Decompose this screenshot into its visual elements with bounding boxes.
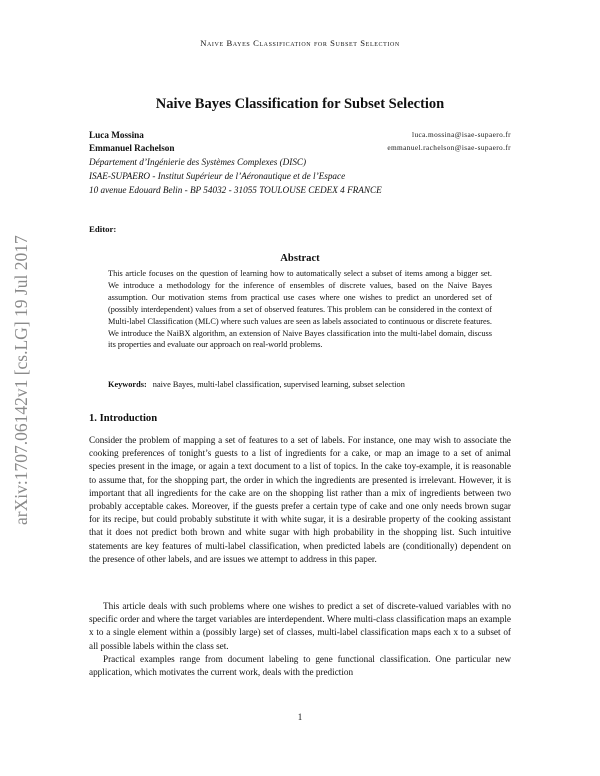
author-name: Luca Mossina [89, 130, 144, 140]
keywords [108, 380, 492, 389]
keywords-text: naive Bayes, multi-label classification, supervised learning, subset selection [152, 380, 405, 389]
author-email[interactable]: luca.mossina@isae-supaero.fr [412, 130, 511, 139]
author-row [89, 143, 511, 153]
paper-title: Naive Bayes Classification for Subset Selection [155, 96, 445, 112]
author-email[interactable]: emmanuel.rachelson@isae-supaero.fr [387, 143, 511, 152]
body-paragraph: Consider the problem of mapping a set of features to a set of labels. For instance, one may wish to associate the cooking preferences of tonight’s guests to a list of ingredients for a cake, or map an image to a set of animal species present in the image, or again a text document to a list of topics. In the cake toy-example, it is reasonable to assume that, for the shopping part, the order in which the ingredients are presented is irrelevant. However, it is important that all ingredients for the cake are on the shopping list rather than a mix of ingredients between two probably acceptable cakes. Moreover, if the guests prefer a certain type of cake and one only needs brown sugar for its recipe, but could probably substitute it with white sugar, it is a desirable property of the cooking assistant that it does not predict both brown and white sugar with high probability in the shopping list. Such intuitive statements are key features of multi-label classification, when predicted labels are (conditionally) dependent on the presence of other labels, and are issues we attempt to address in this paper. [89, 435, 511, 564]
affiliation-line: ISAE-SUPAERO - Institut Supérieur de l’Aéronautique et de l’Espace [89, 171, 346, 181]
author-row [89, 130, 511, 140]
arxiv-identifier-stamp[interactable]: arXiv:1707.06142v1 [cs.LG] 19 Jul 2017 [11, 235, 31, 525]
keywords-label: Keywords: [108, 380, 147, 389]
abstract-text: This article focuses on the question of learning how to automatically select a subset of items among a bigger set. We introduce a methodology for the inference of ensembles of discrete values, based on the Naive Bayes assumption. Our motivation stems from practical use cases where one wishes to predict an unordered set of (possibly interdependent) values from a set of observed features. This problem can be considered in the context of Multi-label Classification (MLC) where such values are seen as labels associated to continuous or discrete features. We introduce the NaiBX algorithm, an extension of Naive Bayes classification into the multi-label domain, discuss its properties and evaluate our approach on real-world problems. [108, 269, 492, 350]
editor-label: Editor: [89, 224, 117, 234]
section-heading: 1. Introduction [89, 413, 158, 424]
affiliation-line: Département d’Ingénierie des Systèmes Complexes (DISC) [89, 157, 307, 167]
running-head: Naive Bayes Classification for Subset Selection [200, 38, 400, 48]
body-paragraph: This article deals with such problems where one wishes to predict a set of discrete-valued variables with no specific order and where the target variables are interdependent. Where multi-class classification maps an example x to a single element within a (possibly large) set of classes, multi-label classification maps each x to a subset of all possible labels within the class set. [89, 601, 511, 651]
body-paragraph: Practical examples range from document labeling to gene functional classification. One particular new application, which motivates the current work, deals with the prediction [89, 654, 511, 678]
affiliation-line: 10 avenue Edouard Belin - BP 54032 - 31055 TOULOUSE CEDEX 4 FRANCE [89, 185, 382, 195]
abstract-heading: Abstract [280, 253, 320, 264]
page-number: 1 [297, 712, 303, 722]
author-name: Emmanuel Rachelson [89, 143, 175, 153]
